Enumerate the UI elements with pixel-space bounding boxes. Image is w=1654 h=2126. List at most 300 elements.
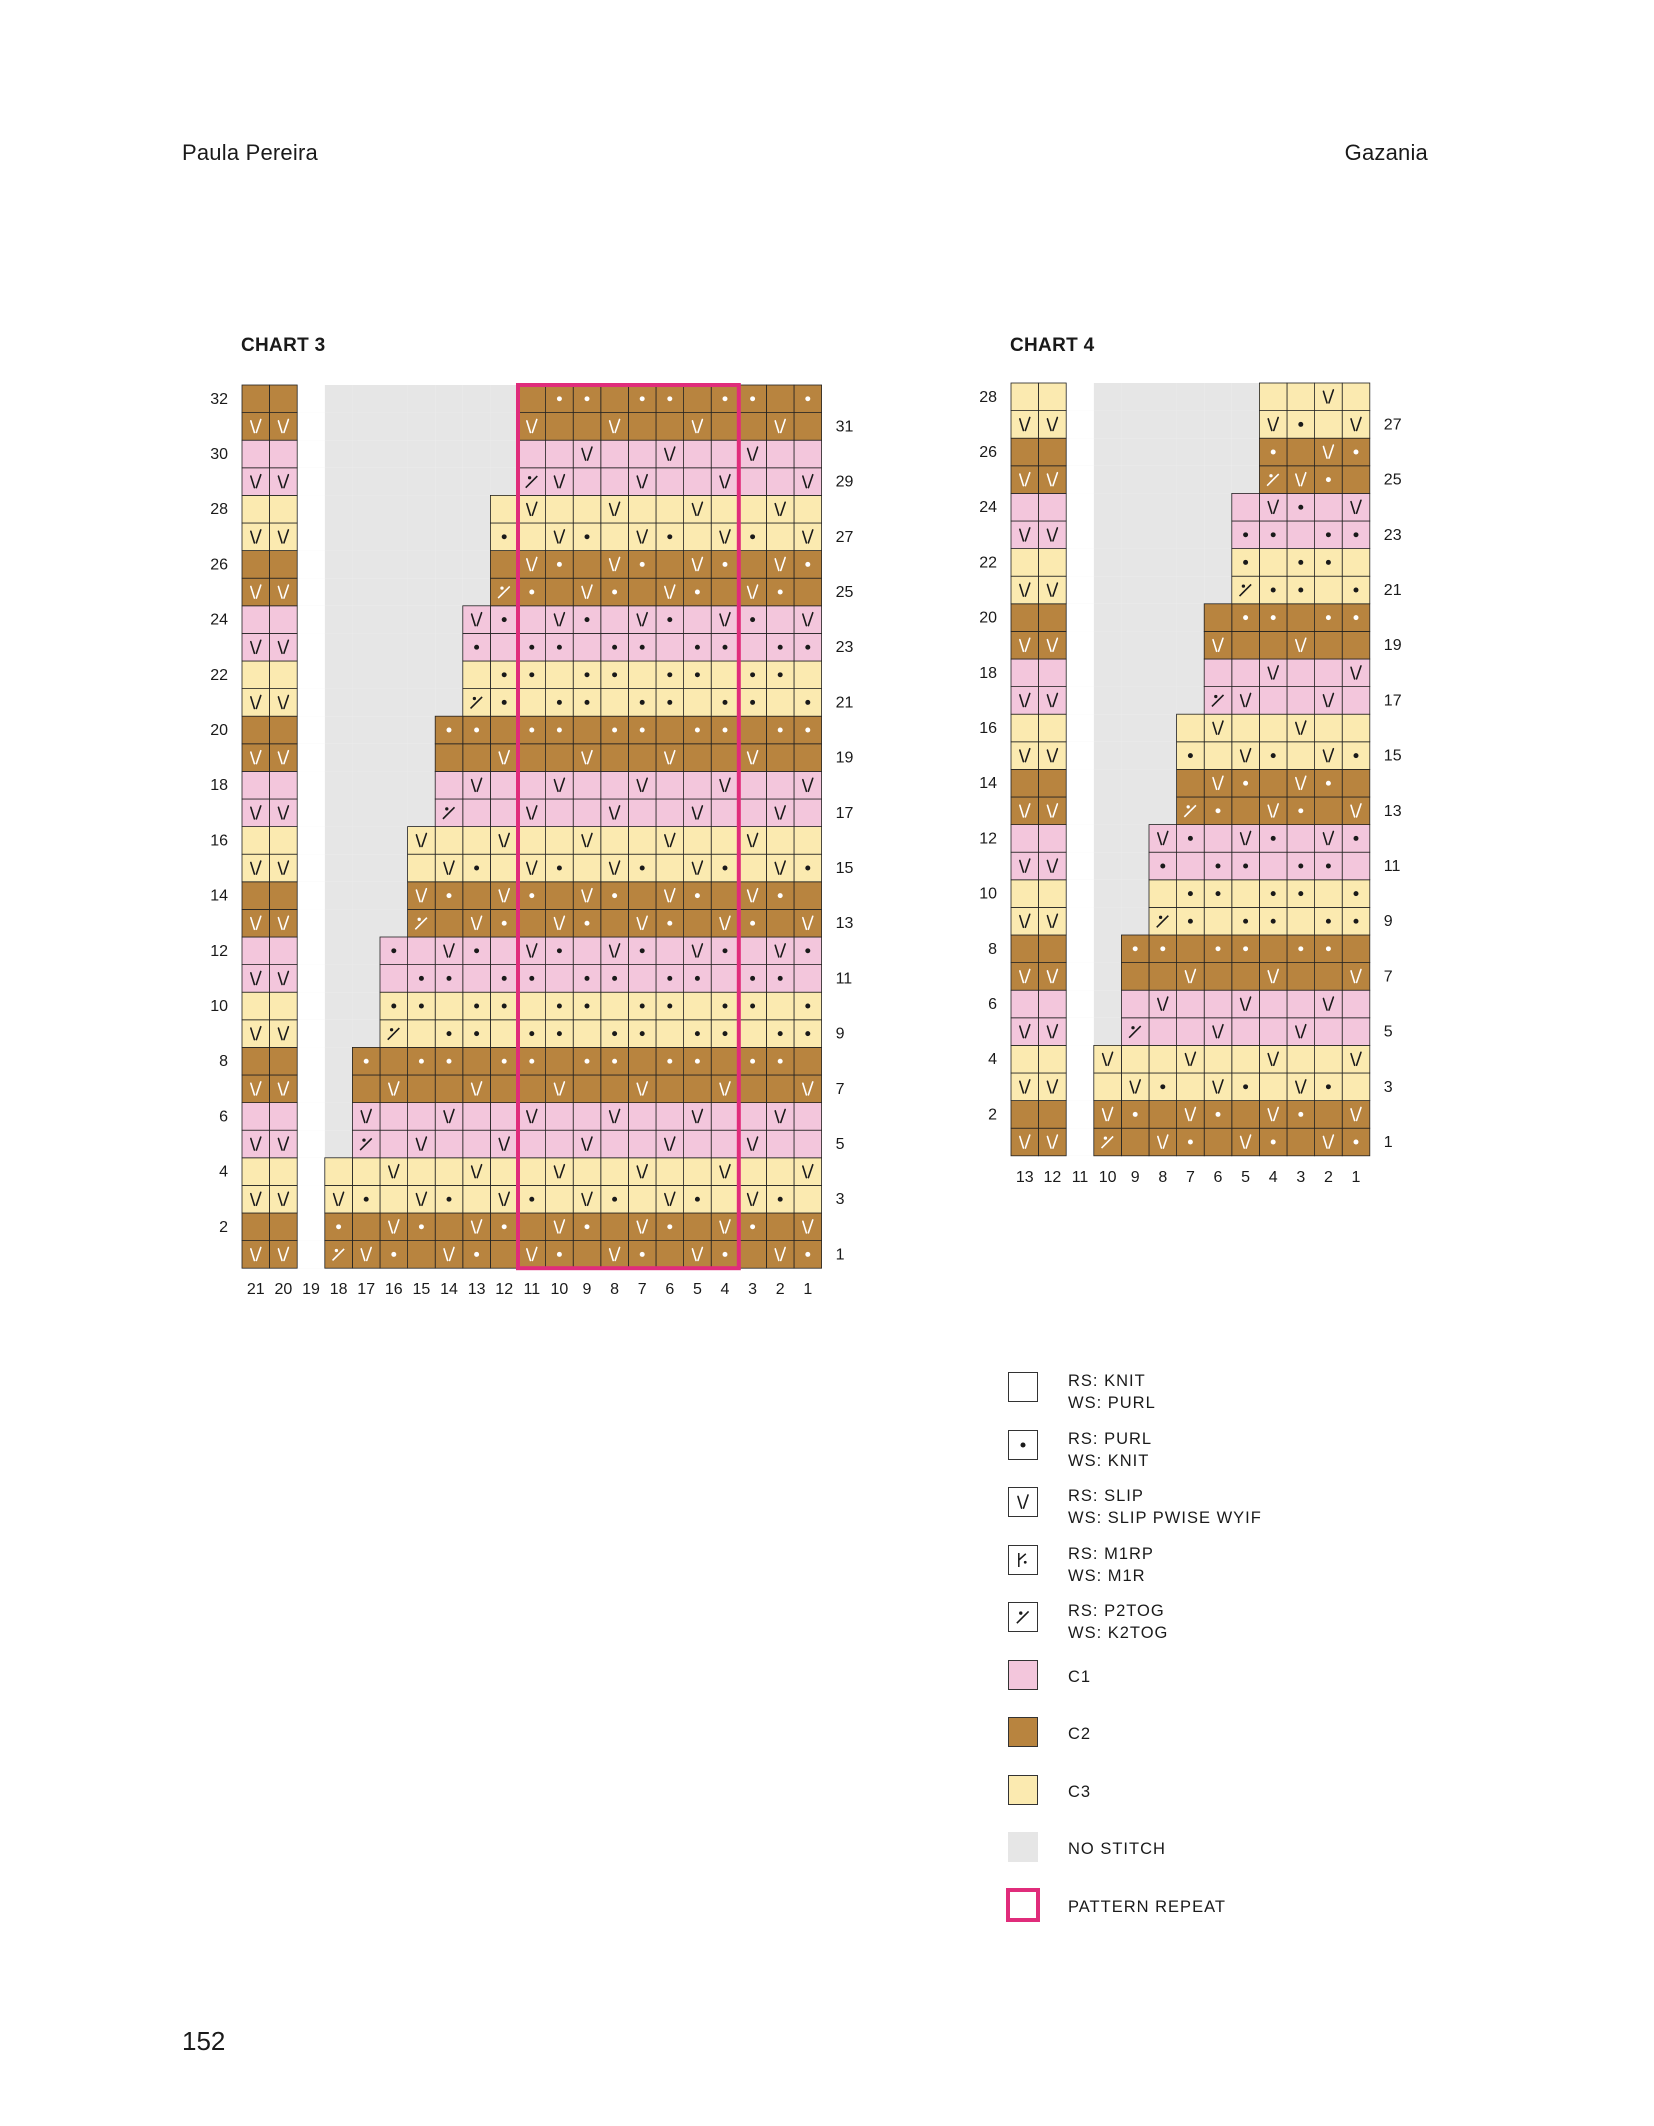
row-label-right: 1	[1383, 1134, 1393, 1151]
stitch-cell	[656, 1185, 684, 1213]
no-stitch-cell	[380, 689, 408, 717]
purl-dot	[1271, 891, 1276, 896]
no-stitch-cell	[325, 854, 353, 882]
purl-dot	[585, 976, 590, 981]
stitch-cell	[1039, 990, 1067, 1018]
stitch-cell	[1315, 576, 1343, 604]
stitch-cell	[1177, 990, 1205, 1018]
stitch-cell	[766, 551, 794, 579]
stitch-cell	[1315, 411, 1343, 439]
stitch-cell	[408, 882, 436, 910]
stitch-cell	[601, 1158, 629, 1186]
stitch-cell	[1232, 1045, 1260, 1073]
stitch-cell	[1149, 1128, 1177, 1156]
legend-item-slip	[1008, 1485, 1428, 1543]
stitch-cell	[656, 413, 684, 441]
no-stitch-cell	[1232, 411, 1260, 439]
no-stitch-cell	[352, 744, 380, 772]
stitch-cell	[794, 523, 822, 551]
no-stitch-cell	[490, 385, 518, 413]
stitch-cell	[408, 854, 436, 882]
purl-dot	[419, 1059, 424, 1064]
stitch-cell	[1204, 1128, 1232, 1156]
stitch-cell	[601, 385, 629, 413]
stitch-cell	[408, 937, 436, 965]
stitch-cell	[435, 854, 463, 882]
stitch-cell	[463, 1103, 491, 1131]
no-stitch-cell	[463, 551, 491, 579]
purl-dot	[667, 976, 672, 981]
stitch-cell	[1039, 852, 1067, 880]
legend	[1008, 1370, 1428, 1945]
stitch-cell	[573, 633, 601, 661]
row-label-right: 5	[1383, 1023, 1393, 1041]
stitch-cell	[463, 1158, 491, 1186]
purl-dot	[529, 590, 534, 595]
no-stitch-cell	[1149, 576, 1177, 604]
stitch-cell	[463, 1130, 491, 1158]
purl-dot	[1354, 532, 1359, 537]
stitch-cell	[546, 606, 574, 634]
gap-cell	[297, 1241, 325, 1269]
stitch-cell	[794, 744, 822, 772]
stitch-cell	[242, 1241, 270, 1269]
stitch-cell	[1287, 1018, 1315, 1046]
stitch-cell	[794, 882, 822, 910]
row-label-right: 25	[1383, 471, 1402, 489]
row-label-left: 26	[210, 556, 228, 574]
stitch-cell	[270, 606, 298, 634]
stitch-cell	[628, 1158, 656, 1186]
stitch-cell	[1149, 1045, 1177, 1073]
row-label-left: 20	[979, 609, 997, 627]
stitch-cell	[1315, 1128, 1343, 1156]
purl-dot	[1326, 864, 1331, 869]
stitch-cell	[518, 744, 546, 772]
stitch-cell	[1287, 659, 1315, 687]
purl-dot	[805, 1031, 810, 1036]
row-label-right: 21	[1383, 582, 1402, 599]
stitch-cell	[711, 1213, 739, 1241]
gap-cell	[297, 689, 325, 717]
gap-cell	[297, 413, 325, 441]
stitch-cell	[739, 1103, 767, 1131]
stitch-cell	[270, 965, 298, 993]
stitch-cell	[628, 495, 656, 523]
stitch-cell	[1039, 438, 1067, 466]
stitch-cell	[490, 495, 518, 523]
no-stitch-cell	[1177, 466, 1205, 494]
stitch-cell	[794, 440, 822, 468]
purl-dot	[750, 672, 755, 677]
stitch-cell	[1121, 1045, 1149, 1073]
purl-dot	[778, 645, 783, 650]
col-label: 13	[1015, 1168, 1034, 1186]
purl-dot	[447, 893, 452, 898]
gap-cell	[1066, 742, 1094, 770]
stitch-cell	[1011, 521, 1039, 549]
stitch-cell	[242, 495, 270, 523]
row-label-left: 2	[988, 1106, 997, 1124]
stitch-cell	[601, 744, 629, 772]
gap-cell	[297, 1158, 325, 1186]
no-stitch-cell	[325, 1130, 353, 1158]
no-stitch-cell	[1094, 907, 1122, 935]
stitch-cell	[270, 661, 298, 689]
no-stitch-cell	[325, 744, 353, 772]
stitch-cell	[546, 523, 574, 551]
purl-dot	[612, 728, 617, 733]
stitch-cell	[1204, 825, 1232, 853]
gap-cell	[297, 771, 325, 799]
purl-dot	[750, 700, 755, 705]
gap-cell	[297, 992, 325, 1020]
stitch-cell	[711, 661, 739, 689]
gap-cell	[297, 440, 325, 468]
no-stitch-cell	[352, 854, 380, 882]
chart3-title: CHART 3	[241, 335, 326, 356]
stitch-cell	[739, 937, 767, 965]
no-stitch-cell	[435, 468, 463, 496]
stitch-cell	[1342, 935, 1370, 963]
stitch-cell	[242, 1020, 270, 1048]
stitch-cell	[1039, 1045, 1067, 1073]
no-stitch-cell	[1121, 438, 1149, 466]
gap-cell	[297, 937, 325, 965]
stitch-cell	[684, 1130, 712, 1158]
stitch-cell	[1232, 659, 1260, 687]
row-label-left: 20	[210, 722, 228, 739]
stitch-cell	[242, 882, 270, 910]
stitch-cell	[518, 992, 546, 1020]
stitch-cell	[490, 1020, 518, 1048]
stitch-cell	[518, 551, 546, 579]
p2tog-dot	[1242, 584, 1245, 587]
no-stitch-cell	[325, 1103, 353, 1131]
purl-dot	[640, 866, 645, 871]
purl-dot	[695, 645, 700, 650]
no-stitch-cell	[325, 468, 353, 496]
purl-dot	[557, 1252, 562, 1257]
stitch-cell	[1342, 549, 1370, 577]
no-stitch-cell	[1177, 521, 1205, 549]
stitch-cell	[1039, 880, 1067, 908]
stitch-cell	[380, 1103, 408, 1131]
purl-dot	[1243, 532, 1248, 537]
no-stitch-cell	[325, 1075, 353, 1103]
stitch-cell	[601, 1103, 629, 1131]
stitch-cell	[1232, 631, 1260, 659]
stitch-cell	[546, 578, 574, 606]
purl-dot	[447, 728, 452, 733]
gap-cell	[297, 551, 325, 579]
stitch-cell	[711, 606, 739, 634]
purl-dot	[778, 728, 783, 733]
stitch-cell	[463, 965, 491, 993]
stitch-cell	[601, 854, 629, 882]
stitch-cell	[739, 1158, 767, 1186]
no-stitch-cell	[380, 827, 408, 855]
stitch-cell	[1232, 687, 1260, 715]
stitch-cell	[628, 578, 656, 606]
stitch-cell	[711, 1130, 739, 1158]
purl-dot	[529, 1031, 534, 1036]
stitch-cell	[628, 1075, 656, 1103]
row-label-left: 10	[979, 885, 997, 903]
gap-cell	[297, 716, 325, 744]
stitch-cell	[711, 827, 739, 855]
stitch-cell	[518, 854, 546, 882]
stitch-cell	[573, 1241, 601, 1269]
stitch-cell	[628, 744, 656, 772]
stitch-cell	[711, 799, 739, 827]
stitch-cell	[601, 1241, 629, 1269]
no-stitch-cell	[1094, 852, 1122, 880]
no-stitch-cell	[1094, 466, 1122, 494]
col-label: 2	[1323, 1168, 1333, 1186]
stitch-cell	[380, 1130, 408, 1158]
no-stitch-cell	[490, 413, 518, 441]
stitch-cell	[1121, 990, 1149, 1018]
purl-dot	[695, 1059, 700, 1064]
stitch-cell	[270, 909, 298, 937]
stitch-cell	[518, 799, 546, 827]
no-stitch-cell	[1177, 631, 1205, 659]
stitch-cell	[1259, 687, 1287, 715]
gap-cell	[297, 799, 325, 827]
stitch-cell	[1011, 383, 1039, 411]
row-label-right: 15	[1383, 747, 1402, 765]
legend-sublabel: WS: SLIP PWISE WYIF	[1068, 1509, 1262, 1527]
stitch-cell	[518, 495, 546, 523]
stitch-cell	[435, 1158, 463, 1186]
gap-cell	[1066, 493, 1094, 521]
stitch-cell	[711, 1103, 739, 1131]
no-stitch-cell	[1094, 769, 1122, 797]
purl-dot	[805, 700, 810, 705]
stitch-cell	[242, 523, 270, 551]
no-stitch-cell	[352, 468, 380, 496]
legend-sublabel: WS: M1R	[1068, 1566, 1146, 1585]
no-stitch-cell	[1149, 714, 1177, 742]
row-label-left: 10	[210, 998, 228, 1015]
purl-dot	[557, 396, 562, 401]
stitch-cell	[628, 1213, 656, 1241]
stitch-cell	[1011, 714, 1039, 742]
knit-symbol-icon	[1008, 1372, 1038, 1402]
purl-dot	[585, 700, 590, 705]
legend-sublabel: WS: PURL	[1068, 1394, 1156, 1412]
no-stitch-cell	[325, 827, 353, 855]
stitch-cell	[242, 578, 270, 606]
chart3-grid	[180, 370, 880, 1310]
no-stitch-cell	[380, 551, 408, 579]
stitch-cell	[684, 1241, 712, 1269]
no-stitch-cell	[1149, 411, 1177, 439]
stitch-cell	[766, 1130, 794, 1158]
stitch-cell	[1315, 963, 1343, 991]
no-stitch-cell	[380, 440, 408, 468]
stitch-cell	[546, 827, 574, 855]
row-label-left: 22	[979, 554, 997, 572]
stitch-cell	[270, 413, 298, 441]
stitch-cell	[490, 716, 518, 744]
legend-label: C2	[1068, 1725, 1092, 1743]
purl-dot	[640, 728, 645, 733]
purl-dot	[1326, 615, 1331, 620]
purl-dot	[474, 1004, 479, 1009]
stitch-cell	[490, 1241, 518, 1269]
no-stitch-cell	[325, 771, 353, 799]
purl-dot	[1271, 588, 1276, 593]
no-stitch-cell	[380, 744, 408, 772]
stitch-cell	[1204, 1073, 1232, 1101]
stitch-cell	[573, 551, 601, 579]
stitch-cell	[711, 882, 739, 910]
stitch-cell	[1259, 549, 1287, 577]
purl-dot	[1271, 1140, 1276, 1145]
stitch-cell	[352, 1103, 380, 1131]
purl-dot	[640, 396, 645, 401]
row-label-left: 18	[979, 664, 997, 682]
purl-dot	[364, 1059, 369, 1064]
stitch-cell	[1287, 466, 1315, 494]
stitch-cell	[739, 551, 767, 579]
gap-cell	[297, 495, 325, 523]
stitch-cell	[546, 1075, 574, 1103]
gap-cell	[1066, 438, 1094, 466]
stitch-cell	[684, 689, 712, 717]
stitch-cell	[463, 1075, 491, 1103]
stitch-cell	[352, 1075, 380, 1103]
stitch-cell	[573, 440, 601, 468]
purl-dot	[1216, 891, 1221, 896]
purl-dot	[667, 921, 672, 926]
purl-dot	[1298, 891, 1303, 896]
stitch-cell	[1149, 825, 1177, 853]
stitch-cell	[1011, 438, 1039, 466]
gap-cell	[1066, 769, 1094, 797]
row-label-right: 19	[835, 749, 854, 767]
stitch-cell	[546, 413, 574, 441]
stitch-cell	[684, 551, 712, 579]
stitch-cell	[242, 661, 270, 689]
purl-dot	[391, 1252, 396, 1257]
legend-item-pattern-repeat	[1008, 1888, 1428, 1946]
legend-label: PATTERN REPEAT	[1068, 1897, 1226, 1916]
stitch-cell	[1094, 1101, 1122, 1129]
stitch-cell	[1039, 631, 1067, 659]
row-label-right: 9	[1383, 913, 1393, 931]
no-stitch-cell	[1094, 742, 1122, 770]
purl-dot	[557, 948, 562, 953]
purl-dot	[1133, 1112, 1138, 1117]
no-stitch-cell	[1121, 521, 1149, 549]
stitch-cell	[463, 771, 491, 799]
no-stitch-cell	[1149, 659, 1177, 687]
purl-dot	[1216, 1112, 1221, 1117]
row-label-right: 27	[835, 528, 854, 546]
stitch-cell	[242, 965, 270, 993]
purl-dot	[419, 1224, 424, 1229]
purl-dot	[778, 1059, 783, 1064]
col-label: 12	[495, 1281, 514, 1299]
no-stitch-cell	[1121, 687, 1149, 715]
stitch-cell	[1342, 963, 1370, 991]
stitch-cell	[739, 1185, 767, 1213]
stitch-cell	[490, 1158, 518, 1186]
p2tog-dot	[528, 476, 531, 479]
no-stitch-cell	[463, 440, 491, 468]
no-stitch-cell	[1121, 797, 1149, 825]
purl-dot	[1188, 836, 1193, 841]
purl-dot	[529, 672, 534, 677]
no-stitch-cell	[325, 799, 353, 827]
purl-dot	[585, 396, 590, 401]
row-label-left: 2	[219, 1218, 228, 1236]
purl-dot	[667, 1224, 672, 1229]
gap-cell	[297, 661, 325, 689]
purl-dot	[612, 1031, 617, 1036]
no-stitch-cell	[1149, 742, 1177, 770]
stitch-cell	[463, 744, 491, 772]
gap-cell	[297, 965, 325, 993]
no-stitch-cell	[1121, 742, 1149, 770]
purl-dot	[723, 700, 728, 705]
stitch-cell	[352, 1213, 380, 1241]
no-stitch-cell	[408, 799, 436, 827]
no-stitch-cell	[352, 578, 380, 606]
stitch-cell	[1177, 769, 1205, 797]
no-stitch-cell	[1149, 797, 1177, 825]
gap-cell	[297, 1213, 325, 1241]
stitch-cell	[1232, 825, 1260, 853]
no-stitch-cell	[325, 992, 353, 1020]
stitch-cell	[766, 1103, 794, 1131]
stitch-cell	[1039, 383, 1067, 411]
legend-item-m1rp	[1008, 1543, 1428, 1601]
stitch-cell	[463, 661, 491, 689]
p2tog-dot	[1187, 805, 1190, 808]
stitch-cell	[1342, 493, 1370, 521]
stitch-cell	[1287, 631, 1315, 659]
col-label: 4	[720, 1281, 730, 1299]
p2tog-dot	[418, 918, 421, 921]
no-stitch-cell	[1177, 383, 1205, 411]
stitch-cell	[766, 854, 794, 882]
stitch-cell	[242, 385, 270, 413]
no-stitch-cell	[325, 606, 353, 634]
row-label-right: 13	[835, 915, 854, 933]
stitch-cell	[739, 771, 767, 799]
p2tog-dot	[500, 586, 503, 589]
no-stitch-cell	[1149, 631, 1177, 659]
stitch-cell	[1315, 1045, 1343, 1073]
row-label-left: 16	[210, 832, 228, 850]
no-stitch-cell	[1121, 769, 1149, 797]
purl-dot	[1271, 532, 1276, 537]
m1rp-dot	[1024, 1560, 1027, 1563]
no-stitch-cell	[1121, 907, 1149, 935]
purl-dot	[612, 672, 617, 677]
stitch-cell	[270, 440, 298, 468]
stitch-cell	[573, 413, 601, 441]
stitch-cell	[435, 1213, 463, 1241]
purl-dot	[750, 1059, 755, 1064]
stitch-cell	[711, 965, 739, 993]
col-label: 16	[384, 1281, 403, 1299]
col-label: 9	[1130, 1168, 1140, 1186]
